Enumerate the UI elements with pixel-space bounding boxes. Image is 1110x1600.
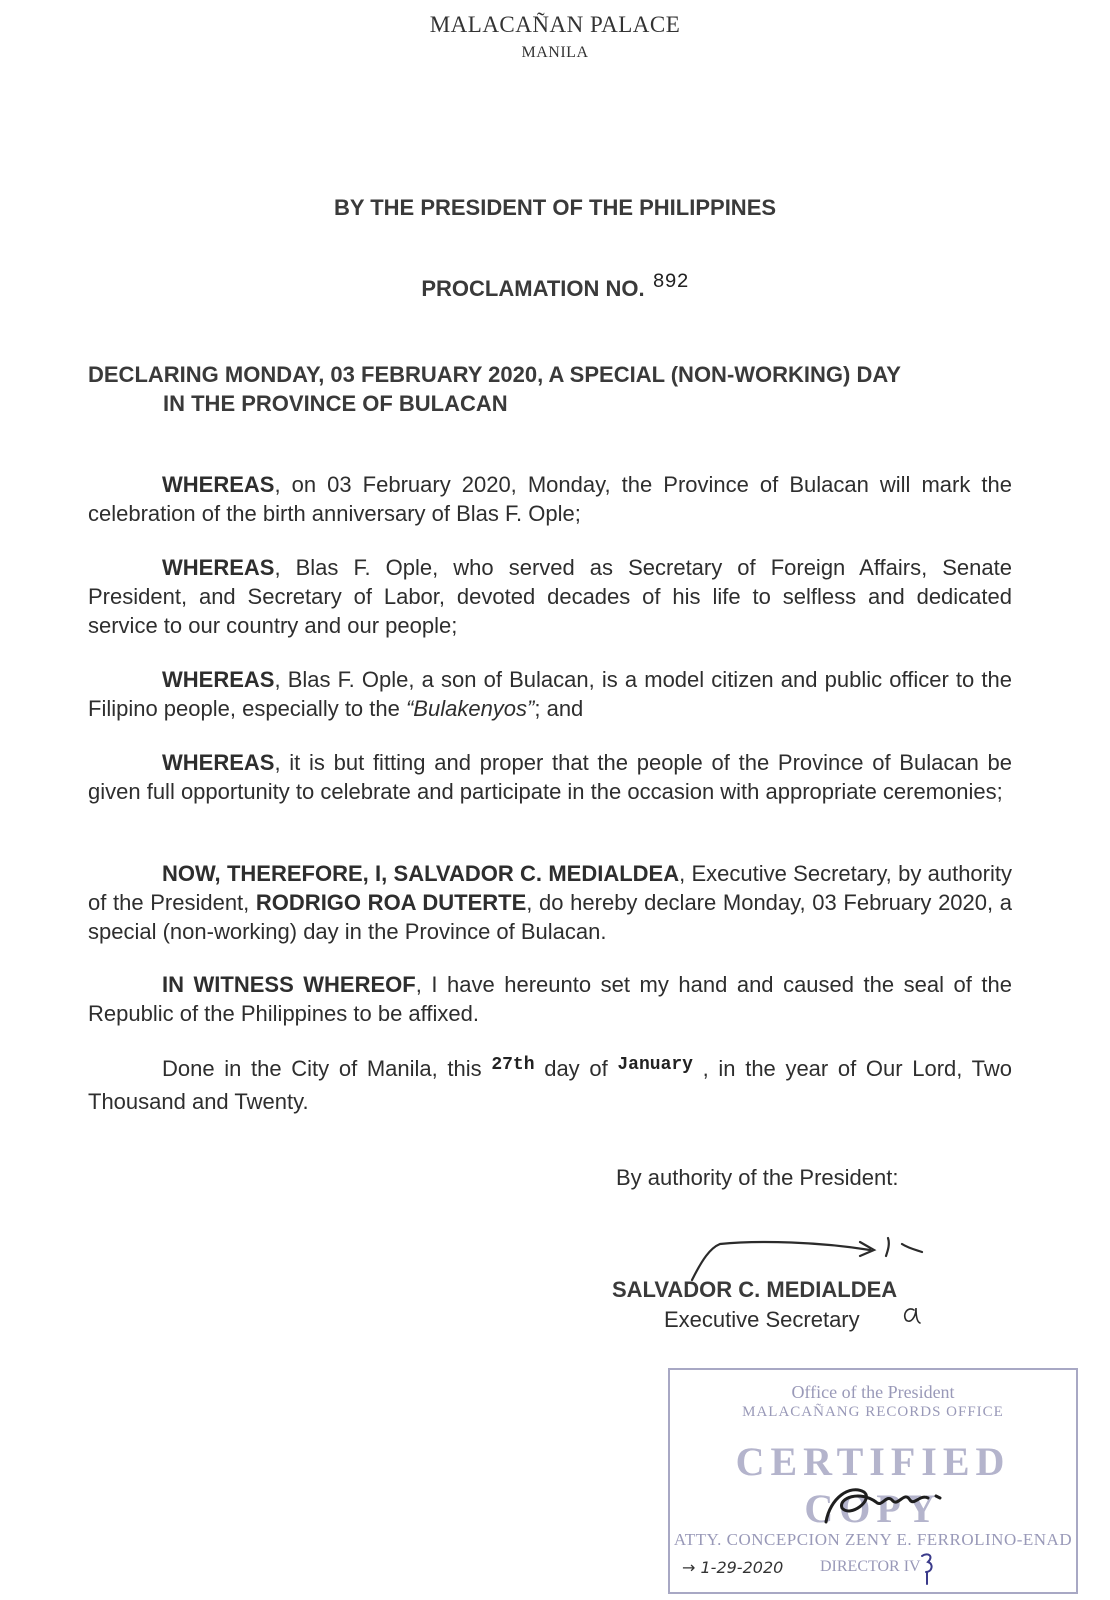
typed-day: 27th	[491, 1055, 535, 1075]
whereas-lead: WHEREAS	[162, 750, 275, 775]
whereas-paragraph-3	[88, 665, 1012, 723]
stamp-certified-copy: CERTIFIED COPY	[735, 1439, 1011, 1531]
stamp-attorney-name: ATTY. CONCEPCION ZENY E. FERROLINO-ENAD	[673, 1530, 1073, 1549]
signatory-name: SALVADOR C. MEDIALDEA	[612, 1277, 898, 1302]
whereas-lead: WHEREAS	[162, 472, 275, 497]
paragraph-text: , on 03 February 2020, Monday, the Province of Bulacan will mark the celebration of the birth anniversary of Blas F. Ople;	[88, 472, 1012, 526]
stamp-office: Office of the President	[791, 1382, 955, 1402]
whereas-paragraph-1	[88, 470, 1012, 528]
signatory-title: Executive Secretary	[664, 1307, 860, 1332]
witness-paragraph	[88, 970, 1012, 1028]
paragraph-text: , I have hereunto set my hand and caused the seal of the Republic of the Philippines to be affixed.	[88, 972, 1013, 1026]
whereas-paragraph-4	[88, 748, 1012, 806]
paragraph-text: , it is but fitting and proper that the people of the Province of Bulacan be given full opportunity to celebrate and participate in the occasion with appropriate ceremonies;	[88, 750, 1012, 804]
document-title	[88, 360, 1018, 418]
stamp-signature	[820, 1478, 960, 1534]
paragraph-text: , Executive Secretary, by authority of the President,	[88, 861, 1012, 915]
paragraph-italic-term: “Bulakenyos”	[405, 696, 535, 721]
paragraph-text-end: , in the year of Our Lord, Two Thousand and Twenty.	[88, 1056, 1013, 1114]
paragraph-text-mid: day of	[534, 1056, 618, 1081]
declaration-paragraph	[88, 859, 1012, 946]
paragraph-text: , Blas F. Ople, a son of Bulacan, is a model citizen and public officer to the Filipino people, especially to the	[88, 667, 1012, 721]
letterhead-palace: MALACAÑAN PALACE	[429, 12, 681, 37]
witness-lead: IN WITNESS WHEREOF	[162, 972, 416, 997]
proclamation-heading	[0, 271, 1110, 303]
declaration-lead: NOW, THEREFORE, I, SALVADOR C. MEDIALDEA	[162, 861, 680, 886]
title-line-2: IN THE PROVINCE OF BULACAN	[163, 391, 508, 416]
stamp-position: DIRECTOR IV	[820, 1558, 921, 1575]
whereas-lead: WHEREAS	[162, 667, 275, 692]
president-name: RODRIGO ROA DUTERTE	[255, 890, 527, 915]
letterhead-city: MANILA	[521, 44, 589, 61]
paragraph-text-end: , do hereby declare Monday, 03 February 2020, a special (non-working) day in the Province of Bulacan.	[88, 890, 1012, 944]
stamp-handwritten-date: → 1-29-2020	[682, 1558, 784, 1577]
paragraph-text: , Blas F. Ople, who served as Secretary of Foreign Affairs, Senate President, and Secretary of Labor, devoted decades of his life to selfless and dedicated service to our country and our people;	[88, 555, 1012, 638]
stamp-initial	[918, 1550, 936, 1586]
certified-copy-stamp	[668, 1368, 1078, 1594]
proclamation-number: 892	[652, 271, 689, 294]
done-paragraph	[88, 1054, 1012, 1116]
whereas-paragraph-2	[88, 553, 1012, 640]
handwritten-initial	[900, 1302, 922, 1326]
whereas-lead: WHEREAS	[162, 555, 275, 580]
stamp-records-office: MALACAÑANG RECORDS OFFICE	[742, 1404, 1004, 1420]
paragraph-text: Done in the City of Manila, this	[162, 1056, 492, 1081]
typed-month: January	[617, 1055, 693, 1075]
issuer-heading: BY THE PRESIDENT OF THE PHILIPPINES	[333, 195, 777, 220]
paragraph-text-end: ; and	[534, 696, 584, 721]
authority-line: By authority of the President:	[616, 1165, 899, 1190]
title-line-1: DECLARING MONDAY, 03 FEBRUARY 2020, A SPECIAL (NON-WORKING) DAY	[88, 362, 901, 387]
proclamation-label: PROCLAMATION NO.	[421, 276, 645, 301]
